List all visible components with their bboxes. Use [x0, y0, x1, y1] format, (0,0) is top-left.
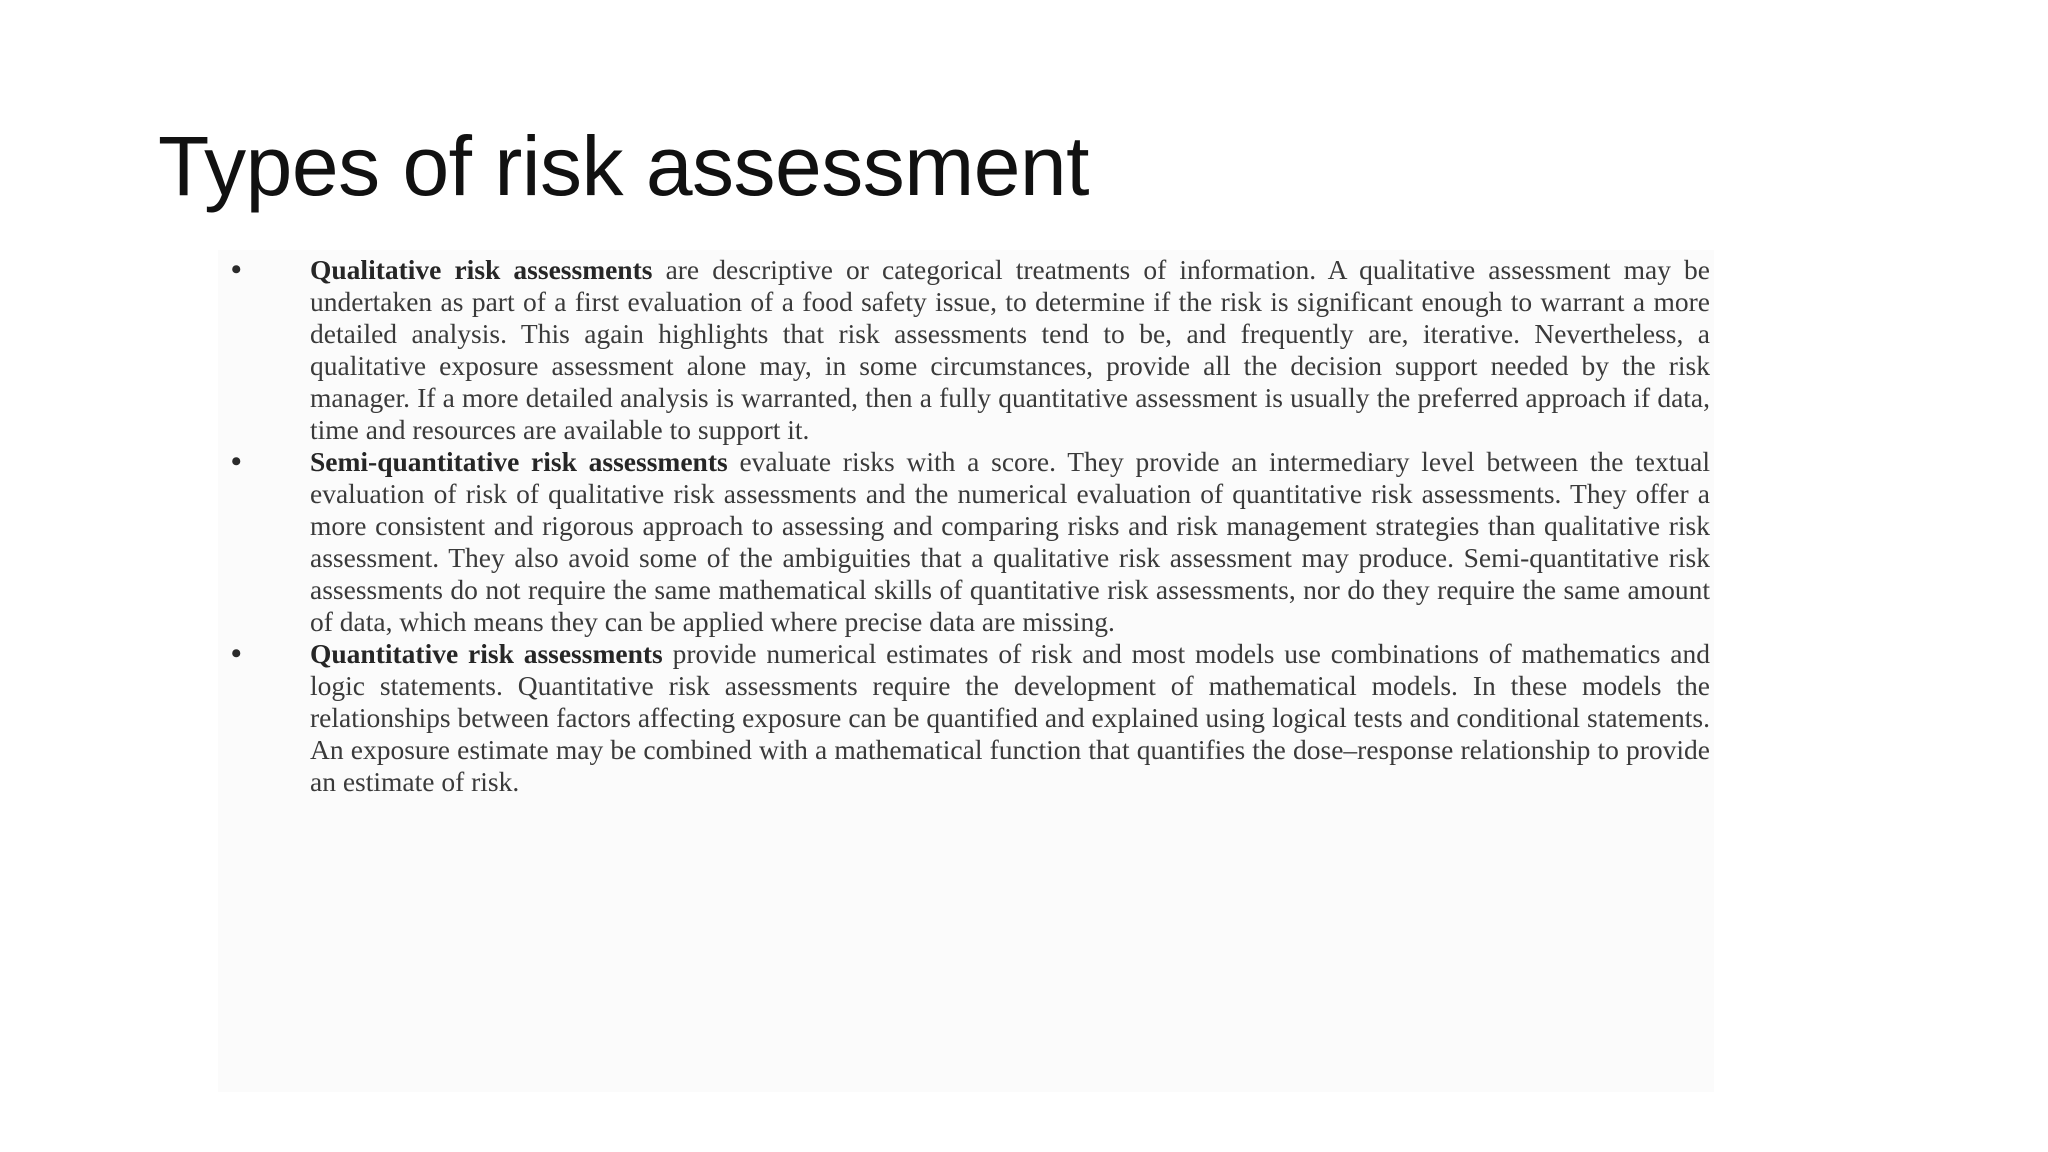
bullet-term: Quantitative risk assessments — [310, 638, 663, 669]
slide-title: Types of risk assessment — [158, 119, 1089, 213]
bullet-item-qualitative — [218, 254, 1714, 446]
bullet-paragraph — [310, 638, 1710, 798]
bullet-icon: • — [231, 445, 242, 478]
content-text-image — [218, 250, 1714, 1092]
bullet-term: Qualitative risk assessments — [310, 254, 653, 285]
bullet-list — [218, 254, 1714, 798]
bullet-body: provide numerical estimates of risk and most models use combinations of mathematics and logic statements. Quantitative risk assessments require the development of mathematical models. In these models the relationships between factors affecting exposure can be quantified and explained using logical tests and conditional statements. An exposure estimate may be combined with a mathematical function that quantifies the dose–response relationship to provide an estimate of risk. — [310, 638, 1711, 797]
bullet-item-semi-quantitative — [218, 446, 1714, 638]
bullet-paragraph — [310, 446, 1710, 638]
bullet-paragraph — [310, 254, 1710, 446]
bullet-icon: • — [231, 253, 242, 286]
bullet-body: are descriptive or categorical treatments of information. A qualitative assessment may be undertaken as part of a first evaluation of a food safety issue, to determine if the risk is significant enough to warrant a more detailed analysis. This again highlights that risk assessments tend to be, and frequently are, iterative. Nevertheless, a qualitative exposure assessment alone may, in some circumstances, provide all the decision support needed by the risk manager. If a more detailed analysis is warranted, then a fully quantitative assessment is usually the preferred approach if data, time and resources are available to support it. — [310, 254, 1711, 445]
bullet-item-quantitative — [218, 638, 1714, 798]
bullet-term: Semi-quantitative risk assessments — [310, 446, 728, 477]
bullet-icon: • — [231, 637, 242, 670]
bullet-body: evaluate risks with a score. They provide an intermediary level between the textual evaluation of risk of qualitative risk assessments and the numerical evaluation of quantitative risk assessments. They offer a more consistent and rigorous approach to assessing and comparing risks and risk management strategies than qualitative risk assessment. They also avoid some of the ambiguities that a qualitative risk assessment may produce. Semi-quantitative risk assessments do not require the same mathematical skills of quantitative risk assessments, nor do they require the same amount of data, which means they can be applied where precise data are missing. — [310, 446, 1711, 637]
